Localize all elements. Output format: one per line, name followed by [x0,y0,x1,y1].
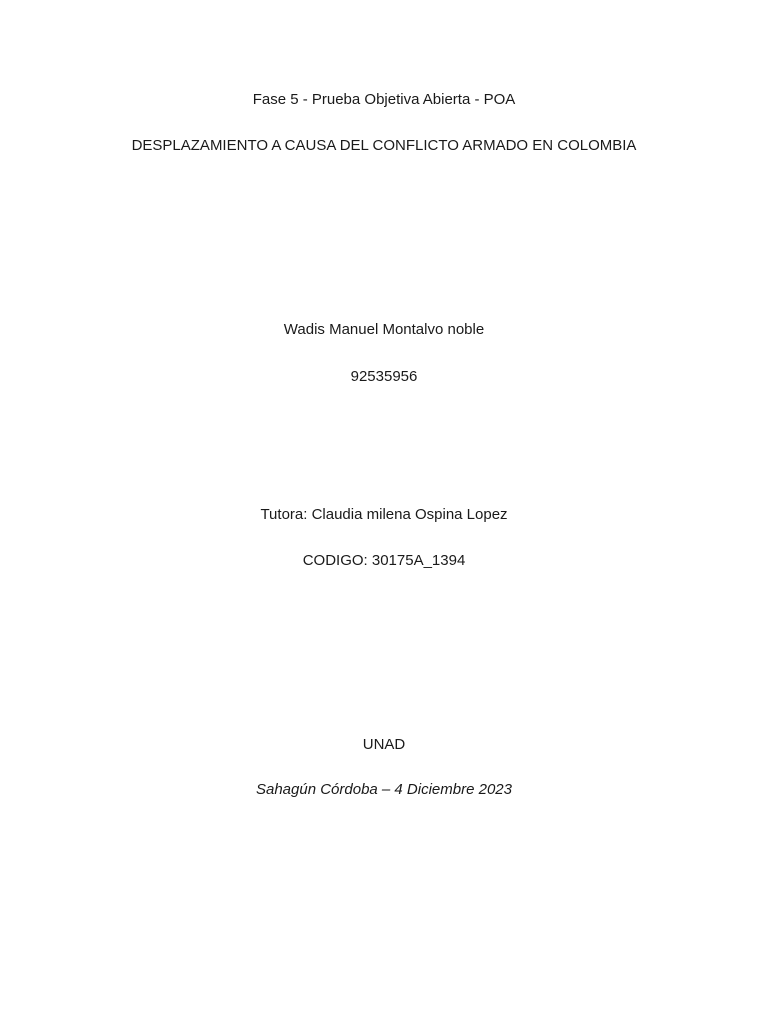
document-title: DESPLAZAMIENTO A CAUSA DEL CONFLICTO ARMADO EN COLOMBIA [131,137,637,154]
student-id: 92535956 [350,368,418,385]
tutor-name: Tutora: Claudia milena Ospina Lopez [260,506,508,523]
phase-heading: Fase 5 - Prueba Objetiva Abierta - POA [252,91,516,108]
institution-name: UNAD [362,736,406,753]
place-and-date: Sahagún Córdoba – 4 Diciembre 2023 [255,781,512,798]
author-name: Wadis Manuel Montalvo noble [283,321,485,338]
course-code: CODIGO: 30175A_1394 [302,552,466,569]
